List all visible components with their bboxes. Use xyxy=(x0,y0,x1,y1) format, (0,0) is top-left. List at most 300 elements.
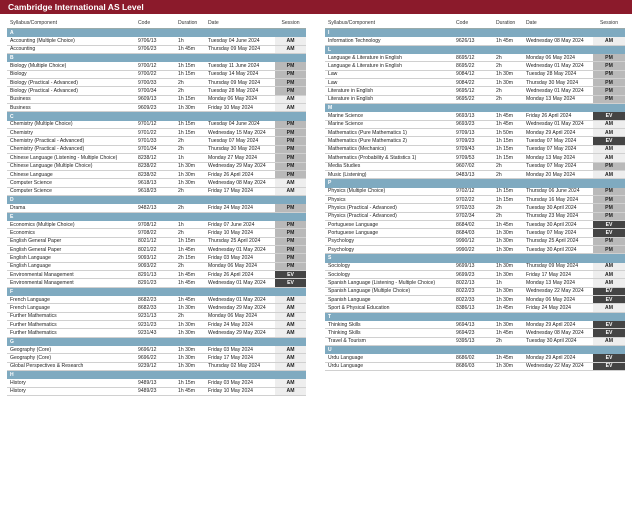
table-row xyxy=(325,129,625,137)
cell-subject: Sociology xyxy=(328,271,351,278)
cell-subject: Marine Science xyxy=(328,113,364,120)
cell-date: Tuesday 28 May 2024 xyxy=(526,71,577,78)
cell-duration: 1h 30m xyxy=(178,330,195,337)
cell-code: 9709/53 xyxy=(456,154,475,161)
cell-date: Friday 10 May 2024 xyxy=(208,388,254,395)
cell-code: 9084/12 xyxy=(456,71,475,78)
cell-subject: Portuguese Language xyxy=(328,221,379,228)
cell-date: Monday 13 May 2024 xyxy=(526,154,575,161)
cell-session: PM xyxy=(275,263,306,270)
cell-date: Thursday 02 May 2024 xyxy=(208,363,261,370)
table-row xyxy=(7,87,306,95)
cell-subject: Media Studies xyxy=(328,163,361,170)
cell-session: AM xyxy=(275,346,306,353)
table-row xyxy=(7,121,306,129)
cell-session: EV xyxy=(275,271,306,278)
table-row xyxy=(7,171,306,179)
cell-session: EV xyxy=(593,321,625,328)
cell-session: PM xyxy=(593,54,625,61)
cell-subject: Law xyxy=(328,79,338,86)
table-header xyxy=(7,17,306,29)
cell-code: 9700/33 xyxy=(138,79,157,86)
cell-duration: 1h 45m xyxy=(496,305,513,312)
cell-code: 9990/12 xyxy=(456,238,475,245)
cell-date: Tuesday 28 May 2024 xyxy=(208,88,259,95)
cell-date: Tuesday 14 May 2024 xyxy=(208,71,259,78)
cell-session: AM xyxy=(275,388,306,395)
cell-code: 9618/13 xyxy=(138,179,157,186)
table-row xyxy=(325,304,625,312)
cell-session: AM xyxy=(593,129,625,136)
cell-date: Friday 24 May 2024 xyxy=(208,204,254,211)
section-letter: A xyxy=(7,29,306,37)
cell-duration: 1h 30m xyxy=(178,171,195,178)
cell-session: PM xyxy=(275,221,306,228)
cell-date: Wednesday 01 May 2024 xyxy=(208,296,266,303)
table-row xyxy=(325,79,625,87)
table-row xyxy=(7,254,306,262)
cell-code: 9626/13 xyxy=(456,38,475,45)
table-row xyxy=(7,229,306,237)
table-row xyxy=(325,71,625,79)
header-duration: Duration xyxy=(178,19,198,26)
cell-session: PM xyxy=(275,121,306,128)
cell-code: 8022/13 xyxy=(456,279,475,286)
cell-subject: Biology (Practical - Advanced) xyxy=(10,88,78,95)
cell-duration: 2h xyxy=(178,79,184,86)
cell-session: AM xyxy=(275,46,306,53)
table-row xyxy=(325,96,625,104)
cell-session: AM xyxy=(593,37,625,44)
cell-date: Friday 03 May 2024 xyxy=(208,254,254,261)
cell-duration: 1h 15m xyxy=(178,71,195,78)
cell-code: 9695/22 xyxy=(456,96,475,103)
section-letter: S xyxy=(325,254,625,262)
table-row xyxy=(325,146,625,154)
cell-date: Tuesday 07 May 2024 xyxy=(526,138,577,145)
cell-duration: 1h 30m xyxy=(496,288,513,295)
cell-code: 9701/22 xyxy=(138,129,157,136)
table-row xyxy=(7,363,306,371)
table-header xyxy=(325,17,625,29)
cell-date: Friday 26 April 2024 xyxy=(526,113,572,120)
cell-subject: Chinese Language (Listening - Multiple Choice) xyxy=(10,154,118,161)
cell-subject: Chemistry (Practical - Advanced) xyxy=(10,138,85,145)
cell-code: 9706/23 xyxy=(138,46,157,53)
table-row xyxy=(7,62,306,70)
header-code: Code xyxy=(456,19,469,26)
cell-session: PM xyxy=(275,71,306,78)
cell-date: Friday 10 May 2024 xyxy=(208,104,254,111)
cell-duration: 1h 15m xyxy=(496,196,513,203)
section-letter: T xyxy=(325,313,625,321)
cell-session: PM xyxy=(593,79,625,86)
cell-date: Monday 13 May 2024 xyxy=(526,279,575,286)
cell-duration: 2h xyxy=(178,229,184,236)
table-row xyxy=(325,196,625,204)
cell-session: PM xyxy=(275,137,306,144)
cell-code: 9700/34 xyxy=(138,88,157,95)
cell-duration: 1h 30m xyxy=(178,363,195,370)
cell-duration: 1h 30m xyxy=(496,363,513,370)
cell-date: Tuesday 07 May 2024 xyxy=(208,138,259,145)
cell-subject: Law xyxy=(328,71,338,78)
cell-session: AM xyxy=(593,263,625,270)
cell-duration: 1h 45m xyxy=(496,113,513,120)
cell-duration: 2h xyxy=(178,88,184,95)
section-letter: B xyxy=(7,54,306,62)
cell-duration: 2h 15m xyxy=(178,254,195,261)
header-subject: Syllabus/Component xyxy=(328,19,376,26)
cell-date: Friday 17 May 2024 xyxy=(208,355,254,362)
cell-session: PM xyxy=(275,79,306,86)
cell-subject: Language & Literature in English xyxy=(328,54,402,61)
cell-subject: Urdu Language xyxy=(328,355,364,362)
cell-code: 8021/12 xyxy=(138,238,157,245)
table-row xyxy=(7,188,306,196)
cell-code: 9694/13 xyxy=(456,321,475,328)
cell-code: 8022/23 xyxy=(456,288,475,295)
cell-code: 9489/23 xyxy=(138,388,157,395)
cell-subject: Physics (Multiple Choice) xyxy=(328,188,386,195)
cell-code: 9701/12 xyxy=(138,121,157,128)
cell-code: 9708/22 xyxy=(138,229,157,236)
table-row xyxy=(7,313,306,321)
cell-duration: 1h 45m xyxy=(178,271,195,278)
cell-date: Friday 24 May 2024 xyxy=(208,321,254,328)
cell-duration: 1h xyxy=(496,279,502,286)
cell-session: AM xyxy=(275,188,306,195)
cell-date: Thursday 30 May 2024 xyxy=(526,79,579,86)
cell-subject: Drama xyxy=(10,204,26,211)
cell-date: Wednesday 15 May 2024 xyxy=(208,129,266,136)
cell-duration: 1h 30m xyxy=(178,179,195,186)
cell-code: 8686/02 xyxy=(456,355,475,362)
cell-duration: 2h xyxy=(178,263,184,270)
cell-date: Friday 26 April 2024 xyxy=(208,171,254,178)
cell-date: Tuesday 07 May 2024 xyxy=(526,163,577,170)
cell-duration: 2h xyxy=(178,313,184,320)
cell-code: 9084/22 xyxy=(456,79,475,86)
cell-code: 9618/23 xyxy=(138,188,157,195)
cell-code: 9702/34 xyxy=(456,213,475,220)
cell-duration: 1h 30m xyxy=(496,79,513,86)
cell-session: AM xyxy=(593,271,625,278)
cell-date: Tuesday 07 May 2024 xyxy=(526,229,577,236)
cell-date: Tuesday 30 April 2024 xyxy=(526,221,577,228)
cell-subject: Computer Science xyxy=(10,188,52,195)
cell-subject: Business xyxy=(10,104,31,111)
cell-duration: 1h 15m xyxy=(178,129,195,136)
table-row xyxy=(325,296,625,304)
cell-date: Monday 06 May 2024 xyxy=(526,296,575,303)
cell-code: 9709/43 xyxy=(456,146,475,153)
cell-duration: 2h xyxy=(496,171,502,178)
cell-duration: 1h 45m xyxy=(178,388,195,395)
cell-session: PM xyxy=(593,246,625,253)
section-letter: D xyxy=(7,196,306,204)
cell-date: Monday 29 April 2024 xyxy=(526,129,576,136)
cell-duration: 1h 15m xyxy=(178,380,195,387)
table-row xyxy=(325,62,625,70)
cell-session: PM xyxy=(275,204,306,211)
cell-subject: Geography (Core) xyxy=(10,346,52,353)
cell-session: EV xyxy=(593,229,625,236)
cell-duration: 1h 15m xyxy=(496,154,513,161)
table-row xyxy=(325,154,625,162)
cell-date: Tuesday 30 April 2024 xyxy=(526,338,577,345)
cell-session: AM xyxy=(593,338,625,345)
cell-date: Friday 03 May 2024 xyxy=(208,346,254,353)
cell-duration: 1h 15m xyxy=(496,138,513,145)
cell-duration: 1h xyxy=(178,38,184,45)
cell-duration: 1h 45m xyxy=(496,330,513,337)
cell-duration: 1h 45m xyxy=(178,296,195,303)
table-row xyxy=(7,346,306,354)
cell-duration: 2h xyxy=(178,146,184,153)
table-row xyxy=(7,79,306,87)
cell-session: PM xyxy=(593,188,625,195)
cell-code: 9702/12 xyxy=(456,188,475,195)
cell-session: PM xyxy=(593,96,625,103)
table-row xyxy=(325,163,625,171)
cell-date: Monday 27 May 2024 xyxy=(208,154,257,161)
cell-code: 9700/22 xyxy=(138,71,157,78)
cell-subject: Spanish Language (Listening - Multiple Choice) xyxy=(328,279,436,286)
cell-duration: 1h 30m xyxy=(496,238,513,245)
cell-subject: Marine Science xyxy=(328,121,364,128)
cell-subject: Chemistry (Multiple Choice) xyxy=(10,121,73,128)
table-row xyxy=(325,54,625,62)
cell-subject: Urdu Language xyxy=(328,363,364,370)
table-row xyxy=(7,329,306,337)
cell-session: PM xyxy=(275,246,306,253)
cell-code: 9231/13 xyxy=(138,313,157,320)
cell-subject: Literature in English xyxy=(328,88,374,95)
cell-duration: 1h 50m xyxy=(496,129,513,136)
table-row xyxy=(325,238,625,246)
cell-subject: French Language xyxy=(10,296,50,303)
cell-date: Thursday 09 May 2024 xyxy=(526,263,579,270)
table-row xyxy=(7,46,306,54)
cell-duration: 1h 45m xyxy=(178,46,195,53)
cell-code: 9695/12 xyxy=(456,88,475,95)
cell-subject: English General Paper xyxy=(10,246,62,253)
table-row xyxy=(325,112,625,120)
table-row xyxy=(325,288,625,296)
cell-code: 9482/13 xyxy=(138,204,157,211)
table-row xyxy=(325,213,625,221)
cell-session: AM xyxy=(593,279,625,286)
cell-duration: 1h 45m xyxy=(178,246,195,253)
cell-subject: Psychology xyxy=(328,238,355,245)
cell-session: PM xyxy=(275,146,306,153)
cell-session: AM xyxy=(275,304,306,311)
left-schedule-table xyxy=(7,17,306,396)
section-letter: C xyxy=(7,112,306,120)
cell-session: AM xyxy=(275,37,306,44)
header-code: Code xyxy=(138,19,151,26)
cell-code: 8021/22 xyxy=(138,246,157,253)
cell-subject: Global Perspectives & Research xyxy=(10,363,84,370)
cell-subject: Further Mathematics xyxy=(10,313,57,320)
cell-session: PM xyxy=(275,87,306,94)
cell-code: 9694/23 xyxy=(456,330,475,337)
cell-code: 9700/12 xyxy=(138,63,157,70)
cell-date: Wednesday 22 May 2024 xyxy=(526,288,584,295)
cell-subject: Mathematics (Pure Mathematics 1) xyxy=(328,129,407,136)
table-row xyxy=(325,188,625,196)
table-row xyxy=(7,321,306,329)
cell-date: Monday 06 May 2024 xyxy=(208,263,257,270)
cell-subject: Biology xyxy=(10,71,27,78)
table-row xyxy=(7,154,306,162)
cell-session: PM xyxy=(593,238,625,245)
table-body xyxy=(325,29,625,371)
cell-duration: 1h 30m xyxy=(496,263,513,270)
cell-date: Wednesday 29 May 2024 xyxy=(208,305,266,312)
table-body xyxy=(7,29,306,396)
cell-subject: Environmental Management xyxy=(10,279,74,286)
cell-date: Monday 06 May 2024 xyxy=(526,54,575,61)
cell-subject: Economics xyxy=(10,229,35,236)
table-row xyxy=(325,171,625,179)
cell-code: 9231/43 xyxy=(138,330,157,337)
page-title: Cambridge International AS Level xyxy=(0,0,632,14)
table-row xyxy=(325,338,625,346)
cell-subject: Geography (Core) xyxy=(10,355,52,362)
cell-date: Monday 20 May 2024 xyxy=(526,171,575,178)
header-session: Session xyxy=(281,19,300,26)
cell-date: Wednesday 08 May 2024 xyxy=(526,38,584,45)
table-row xyxy=(7,379,306,387)
cell-date: Thursday 09 May 2024 xyxy=(208,46,261,53)
cell-date: Wednesday 01 May 2024 xyxy=(208,279,266,286)
cell-session: AM xyxy=(593,146,625,153)
cell-code: 8238/22 xyxy=(138,163,157,170)
cell-code: 9990/22 xyxy=(456,246,475,253)
cell-session: EV xyxy=(593,354,625,361)
table-row xyxy=(325,137,625,145)
table-row xyxy=(325,87,625,95)
cell-code: 9609/23 xyxy=(138,104,157,111)
cell-subject: Language & Literature in English xyxy=(328,63,402,70)
table-row xyxy=(325,279,625,287)
cell-code: 8386/13 xyxy=(456,305,475,312)
cell-subject: Computer Science xyxy=(10,179,52,186)
cell-subject: Thinking Skills xyxy=(328,321,361,328)
cell-subject: Environmental Management xyxy=(10,271,74,278)
table-row xyxy=(325,229,625,237)
cell-subject: Mathematics (Pure Mathematics 2) xyxy=(328,138,407,145)
section-letter: F xyxy=(7,288,306,296)
cell-duration: 2h xyxy=(496,163,502,170)
cell-subject: History xyxy=(10,388,26,395)
table-row xyxy=(325,37,625,45)
cell-session: EV xyxy=(593,288,625,295)
cell-duration: 1h 30m xyxy=(178,355,195,362)
cell-duration: 1h 45m xyxy=(496,38,513,45)
table-row xyxy=(325,271,625,279)
cell-subject: Physics xyxy=(328,196,346,203)
cell-duration: 1h 15m xyxy=(178,121,195,128)
table-row xyxy=(7,129,306,137)
cell-date: Tuesday 04 June 2024 xyxy=(208,121,260,128)
cell-code: 9609/13 xyxy=(138,96,157,103)
cell-subject: Psychology xyxy=(328,246,355,253)
cell-code: 8686/03 xyxy=(456,363,475,370)
table-row xyxy=(7,146,306,154)
cell-date: Tuesday 07 May 2024 xyxy=(526,146,577,153)
cell-code: 9709/13 xyxy=(456,129,475,136)
cell-subject: Accounting (Multiple Choice) xyxy=(10,38,75,45)
table-row xyxy=(7,221,306,229)
cell-session: AM xyxy=(275,296,306,303)
cell-session: AM xyxy=(275,179,306,186)
cell-session: AM xyxy=(275,329,306,336)
cell-code: 8238/32 xyxy=(138,171,157,178)
cell-date: Wednesday 08 May 2024 xyxy=(526,330,584,337)
section-letter: G xyxy=(7,338,306,346)
cell-duration: 2h xyxy=(178,204,184,211)
cell-code: 9706/13 xyxy=(138,38,157,45)
cell-date: Friday 17 May 2024 xyxy=(208,188,254,195)
cell-subject: Spanish Language (Multiple Choice) xyxy=(328,288,411,295)
cell-subject: Physics (Practical - Advanced) xyxy=(328,204,397,211)
table-row xyxy=(7,163,306,171)
cell-subject: Mathematics (Mechanics) xyxy=(328,146,387,153)
header-date: Date xyxy=(526,19,537,26)
cell-session: AM xyxy=(275,354,306,361)
cell-date: Thursday 09 May 2024 xyxy=(208,79,261,86)
cell-subject: Information Technology xyxy=(328,38,381,45)
cell-session: EV xyxy=(593,221,625,228)
cell-code: 8684/02 xyxy=(456,221,475,228)
table-row xyxy=(7,204,306,212)
cell-code: 9093/12 xyxy=(138,254,157,261)
cell-session: EV xyxy=(593,296,625,303)
cell-date: Tuesday 30 April 2024 xyxy=(526,204,577,211)
cell-date: Wednesday 22 May 2024 xyxy=(526,363,584,370)
cell-duration: 1h 30m xyxy=(178,104,195,111)
cell-session: PM xyxy=(275,163,306,170)
cell-duration: 1h 30m xyxy=(178,321,195,328)
cell-session: PM xyxy=(593,62,625,69)
table-row xyxy=(7,37,306,45)
table-row xyxy=(325,329,625,337)
section-letter: M xyxy=(325,104,625,112)
cell-code: 9093/22 xyxy=(138,263,157,270)
cell-date: Thursday 25 April 2024 xyxy=(526,238,579,245)
cell-code: 9702/33 xyxy=(456,204,475,211)
header-session: Session xyxy=(599,19,619,26)
table-row xyxy=(7,238,306,246)
cell-subject: Further Mathematics xyxy=(10,330,57,337)
cell-duration: 1h xyxy=(178,221,184,228)
cell-session: AM xyxy=(275,104,306,111)
cell-duration: 1h 45m xyxy=(496,121,513,128)
cell-code: 9489/13 xyxy=(138,380,157,387)
table-row xyxy=(7,263,306,271)
cell-date: Wednesday 01 May 2024 xyxy=(208,246,266,253)
cell-session: PM xyxy=(275,129,306,136)
cell-duration: 2h xyxy=(496,88,502,95)
cell-date: Monday 13 May 2024 xyxy=(526,96,575,103)
table-row xyxy=(7,304,306,312)
cell-session: AM xyxy=(275,321,306,328)
cell-date: Monday 29 April 2024 xyxy=(526,321,576,328)
cell-duration: 2h xyxy=(496,204,502,211)
